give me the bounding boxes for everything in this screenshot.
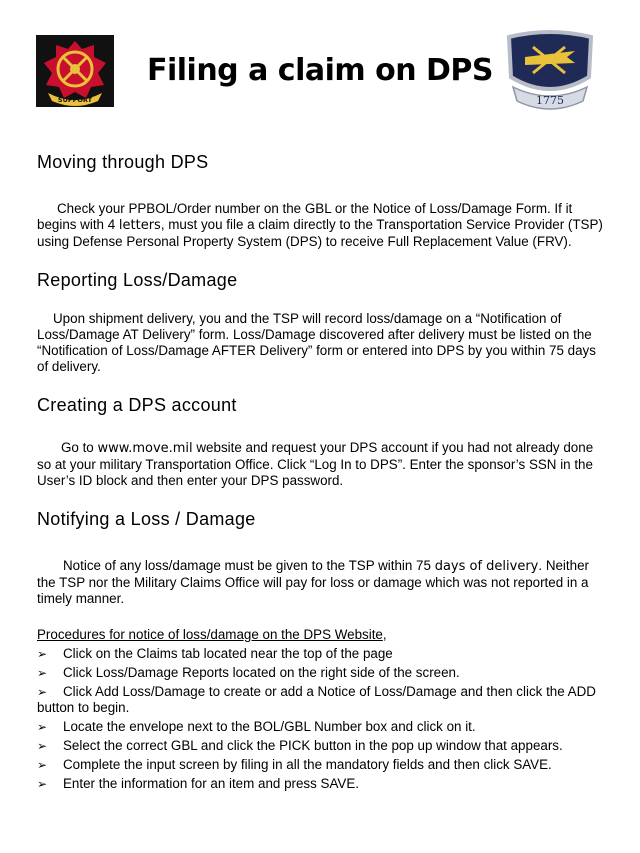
procedures-title: Procedures for notice of loss/damage on the DPS Website, bbox=[37, 627, 387, 642]
arrow-bullet-icon: ➢ bbox=[37, 647, 48, 661]
procedure-step: ➢ Click Add Loss/Damage to create or add a Notice of Loss/Damage and then click the ADD button to begin. bbox=[37, 684, 596, 715]
logo-left-text: SUPPORT bbox=[57, 96, 93, 104]
move-mil-link: www.move.mil bbox=[97, 441, 193, 456]
page-title: Filing a claim on DPS bbox=[146, 53, 493, 88]
procedure-step: ➢ Locate the envelope next to the BOL/GBL Number box and click on it. bbox=[37, 719, 476, 734]
document-body bbox=[37, 150, 603, 795]
judge-advocate-crest-icon bbox=[503, 27, 597, 114]
arrow-bullet-icon: ➢ bbox=[37, 666, 48, 680]
arrow-bullet-icon: ➢ bbox=[37, 720, 48, 734]
procedure-step: ➢ Enter the information for an item and press SAVE. bbox=[37, 776, 359, 791]
section-heading-reporting: Reporting Loss/Damage bbox=[37, 270, 238, 290]
section-heading-account: Creating a DPS account bbox=[37, 395, 237, 415]
arrow-bullet-icon: ➢ bbox=[37, 739, 48, 753]
procedures-list bbox=[37, 646, 603, 792]
section-body-moving: Check your PPBOL/Order number on the GBL or the Notice of Loss/Damage Form. If it begins with 4 letters, must you file a claim directly to the Transportation Service Provider (TSP) using Defense Personal Property System (DPS) to receive Full Replacement Value (FRV). bbox=[37, 201, 603, 249]
procedure-step: ➢ Click Loss/Damage Reports located on the right side of the screen. bbox=[37, 665, 460, 680]
section-body-reporting: Upon shipment delivery, you and the TSP will record loss/damage on a “Notification of Loss/Damage AT Delivery” form. Loss/Damage discovered after delivery must be listed on the “Notification of Loss/Damage AFTER Delivery” form or entered into DPS by you within 75 days of delivery. bbox=[37, 311, 596, 374]
section-body-notifying: Notice of any loss/damage must be given to the TSP within 75 days of delivery. Neither the TSP nor the Military Claims Office will pay for loss or damage which was not reported in a timely manner. bbox=[37, 558, 589, 606]
logo-right-text: 1775 bbox=[536, 94, 564, 107]
procedure-step: ➢ Click on the Claims tab located near the top of the page bbox=[37, 646, 393, 661]
arrow-bullet-icon: ➢ bbox=[37, 758, 48, 772]
procedure-step: ➢ Select the correct GBL and click the PICK button in the pop up window that appears. bbox=[37, 738, 563, 753]
arrow-bullet-icon: ➢ bbox=[37, 685, 48, 699]
section-heading-notifying: Notifying a Loss / Damage bbox=[37, 509, 256, 529]
section-heading-moving: Moving through DPS bbox=[37, 152, 209, 172]
procedure-step: ➢ Complete the input screen by filing in all the mandatory fields and then click SAVE. bbox=[37, 757, 552, 772]
arrow-bullet-icon: ➢ bbox=[37, 777, 48, 791]
section-body-account: Go to www.move.mil website and request your DPS account if you had not already done so at your military Transportation Office. Click “Log In to DPS”. Enter the sponsor’s SSN in the User’s ID block and then enter your DPS password. bbox=[37, 440, 594, 488]
